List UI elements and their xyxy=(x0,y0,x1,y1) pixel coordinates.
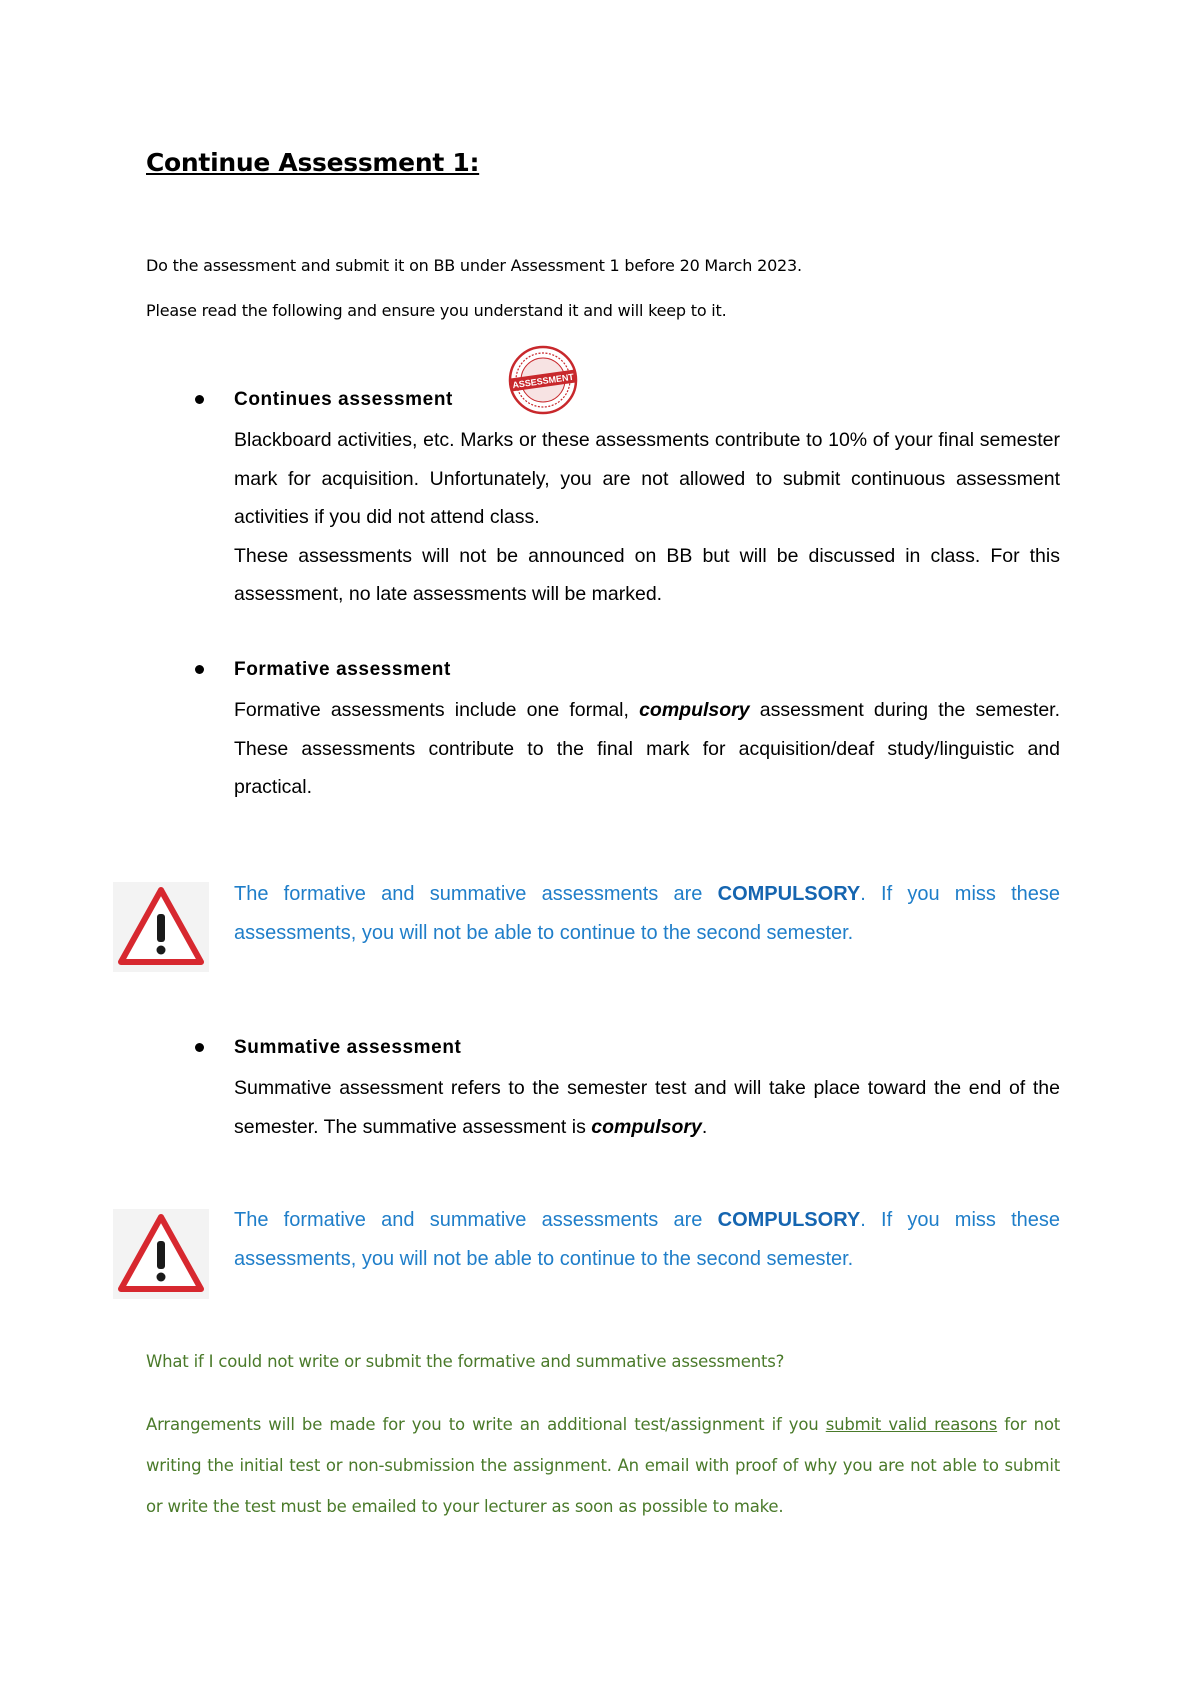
bullet-dot xyxy=(195,1043,204,1052)
valid-reasons-link: submit valid reasons xyxy=(825,1415,998,1434)
summative-emphasis: compulsory xyxy=(591,1115,702,1138)
summative-assessment-heading: Summative assessment xyxy=(234,1037,462,1058)
bullet-dot xyxy=(195,395,204,404)
continuous-para-2: These assessments will not be announced on BB but will be discussed in class. For this assessment, no late assessments will be marked. xyxy=(234,544,1060,605)
warning-message xyxy=(234,875,1060,953)
stamp-label: ASSESSMENT xyxy=(511,371,575,391)
warning-text-pre: The formative and summative assessments are xyxy=(234,883,703,905)
warning-emphasis: COMPULSORY xyxy=(717,1209,861,1231)
formative-text-post: assessment during the semester. These assessments contribute to the final mark for acquisition/deaf study/linguistic and practical. xyxy=(234,699,1061,798)
warning-emphasis: COMPULSORY xyxy=(717,883,861,905)
formative-text-pre: Formative assessments include one formal, xyxy=(234,699,629,721)
summative-assessment-body xyxy=(234,1069,1060,1146)
warning-text-pre: The formative and summative assessments are xyxy=(234,1209,703,1231)
arrangements-text-pre: Arrangements will be made for you to write an additional test/assignment if you xyxy=(146,1415,819,1434)
continuous-assessment-body xyxy=(234,421,1060,614)
question-heading: What if I could not write or submit the formative and summative assessments? xyxy=(146,1352,785,1371)
intro-line-2: Please read the following and ensure you understand it and will keep to it. xyxy=(146,301,727,320)
continuous-assessment-heading: Continues assessment xyxy=(234,389,453,410)
page-title: Continue Assessment 1: xyxy=(146,148,480,177)
continuous-para-1: Blackboard activities, etc. Marks or these assessments contribute to 10% of your final semester mark for acquisition. Unfortunately, you are not allowed to submit continuous assessment activities if you did not attend class. xyxy=(234,429,1060,528)
warning-text-post: . If you miss these assessments, you will not be able to continue to the second semester. xyxy=(234,1209,1061,1270)
summative-text-post: . xyxy=(701,1115,708,1138)
arrangements-paragraph xyxy=(146,1404,1060,1527)
warning-message xyxy=(234,1201,1060,1279)
warning-icon xyxy=(113,1209,209,1299)
warning-text-post: . If you miss these assessments, you will not be able to continue to the second semester. xyxy=(234,883,1061,944)
bullet-dot xyxy=(195,665,204,674)
summative-text-pre: Summative assessment refers to the semester test and will take place toward the end of the semester. The summative assessment is xyxy=(234,1077,1060,1138)
formative-assessment-body xyxy=(234,691,1060,807)
assessment-stamp-icon xyxy=(508,345,578,415)
warning-icon xyxy=(113,882,209,972)
formative-emphasis: compulsory xyxy=(639,699,750,721)
intro-line-1: Do the assessment and submit it on BB under Assessment 1 before 20 March 2023. xyxy=(146,256,802,275)
formative-assessment-heading: Formative assessment xyxy=(234,659,451,680)
arrangements-text-post: for not writing the initial test or non-submission the assignment. An email with proof of why you are not able to submit or write the test must be emailed to your lecturer as soon as possible to make. xyxy=(146,1415,1060,1516)
